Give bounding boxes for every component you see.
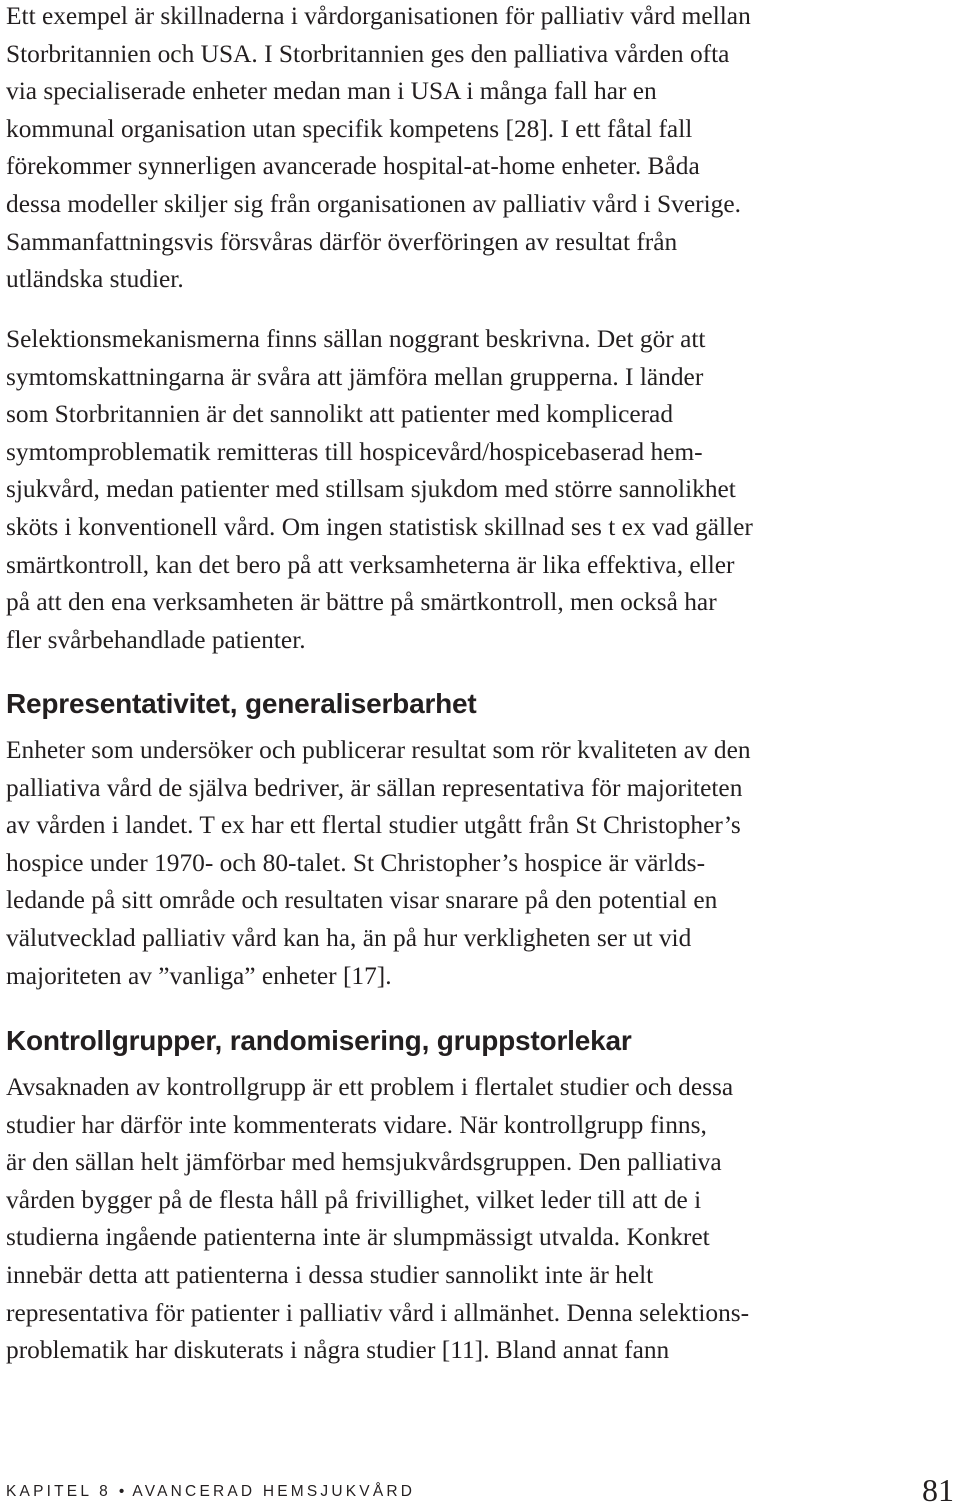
text-line: förekommer synnerligen avancerade hospital-at-home enheter. Båda (6, 152, 700, 181)
section-heading-control-groups: Kontrollgrupper, randomisering, gruppstorlekar (6, 1025, 632, 1056)
text-line: Avsaknaden av kontrollgrupp är ett problem i flertalet studier och dessa (6, 1073, 734, 1101)
text-line: via specialiserade enheter medan man i USA i många fall har en (6, 77, 657, 106)
text-line: problematik har diskuterats i några studier [11]. Bland annat fann (6, 1336, 670, 1365)
text-line: på att den ena verksamheten är bättre på smärtkontroll, men också har (6, 588, 717, 617)
text-line: fler svårbehandlade patienter. (6, 625, 306, 654)
text-line: sköts i konventionell vård. Om ingen statistisk skillnad ses t ex vad gäller (6, 512, 753, 541)
text-line: utländska studier. (6, 265, 184, 294)
bullet-separator-icon: • (118, 1483, 125, 1500)
text-line: representativa för patienter i palliativ vård i allmänhet. Denna selektions- (6, 1298, 750, 1327)
text-line: vården bygger på de flesta håll på frivillighet, vilket leder till att de i (6, 1185, 702, 1214)
text-line: symtomskattningarna är svåra att jämföra mellan grupperna. I länder (6, 362, 704, 391)
page-number: 81 (922, 1472, 954, 1508)
text-line: är den sällan helt jämförbar med hemsjukvårdsgruppen. Den palliativa (6, 1148, 722, 1177)
text-line: kommunal organisation utan specifik kompetens [28]. I ett fåtal fall (6, 114, 693, 143)
text-line: studierna ingående patienterna inte är slumpmässigt utvalda. Konkret (6, 1223, 710, 1252)
text-line: av vården i landet. T ex har ett flertal studier utgått från St Christopher’s (6, 811, 741, 840)
text-line: sjukvård, medan patienter med stillsam sjukdom med större sannolikhet (6, 475, 736, 504)
text-line: innebär detta att patienterna i dessa studier sannolikt inte är helt (6, 1260, 654, 1289)
section-heading-representativeness: Representativitet, generaliserbarhet (6, 688, 477, 719)
text-line: palliativa vård de själva bedriver, är sällan representativa för majoriteten (6, 773, 743, 802)
text-line: ledande på sitt område och resultaten visar snarare på den potential en (6, 886, 718, 915)
paragraph-organisation-differences (6, 0, 751, 299)
text-line: dessa modeller skiljer sig från organisationen av palliativ vård i Sverige. (6, 189, 741, 218)
text-line: symtomproblematik remitteras till hospicevård/hospicebaserad hem- (6, 437, 703, 466)
text-line: Storbritannien och USA. I Storbritannien ges den palliativa vården ofta (6, 39, 730, 68)
text-line: hospice under 1970- och 80-talet. St Christopher’s hospice är världs- (6, 848, 706, 877)
running-footer (6, 1480, 415, 1504)
text-line: välutvecklad palliativ vård kan ha, än på hur verkligheten ser ut vid (6, 923, 692, 952)
paragraph-selection-mechanisms (6, 321, 753, 659)
footer-title: AVANCERAD HEMSJUKVÅRD (132, 1483, 416, 1500)
text-line: Ett exempel är skillnaderna i vårdorganisationen för palliativ vård mellan (6, 2, 751, 30)
footer-chapter: KAPITEL 8 (6, 1483, 111, 1500)
text-line: majoriteten av ”vanliga” enheter [17]. (6, 961, 392, 990)
text-line: Enheter som undersöker och publicerar resultat som rör kvaliteten av den (6, 736, 751, 764)
paragraph-control-groups (6, 1069, 749, 1370)
text-line: Sammanfattningsvis försvåras därför överföringen av resultat från (6, 227, 678, 256)
text-line: studier har därför inte kommenterats vidare. När kontrollgrupp finns, (6, 1110, 707, 1139)
text-line: Selektionsmekanismerna finns sällan noggrant beskrivna. Det gör att (6, 325, 706, 353)
paragraph-representativeness (6, 732, 751, 995)
text-line: som Storbritannien är det sannolikt att patienter med komplicerad (6, 400, 674, 429)
text-line: smärtkontroll, kan det bero på att verksamheterna är lika effektiva, eller (6, 550, 735, 579)
